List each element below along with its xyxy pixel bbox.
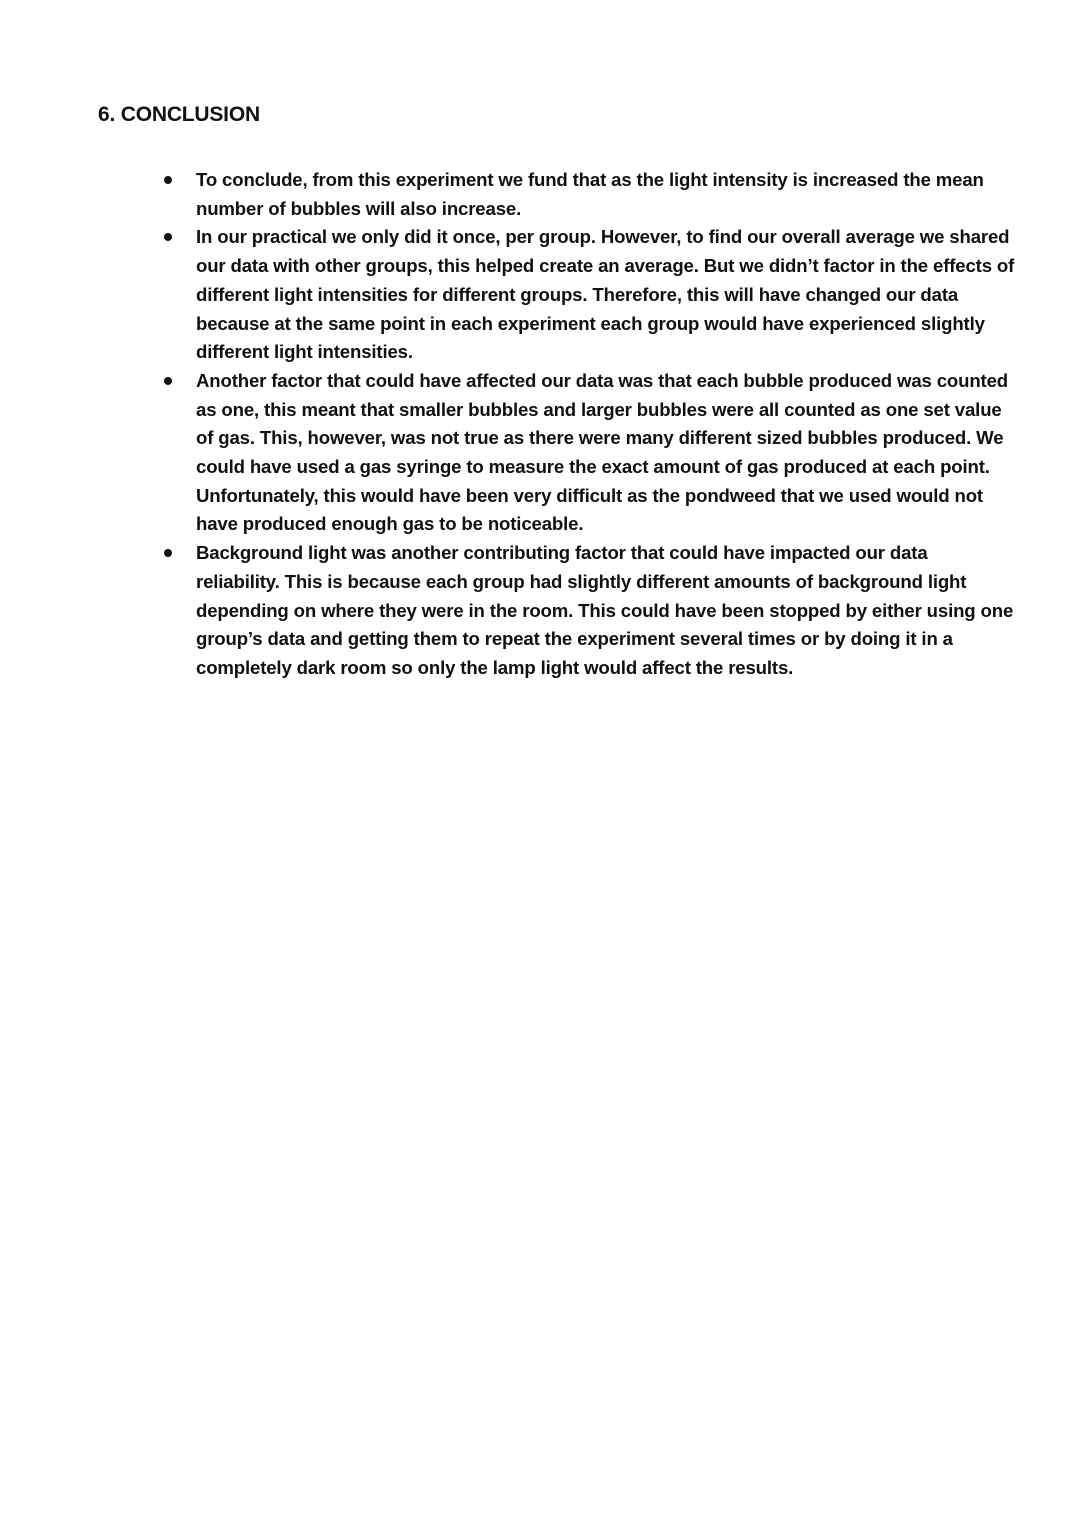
bullet-dot-icon xyxy=(164,549,172,557)
conclusion-bullet-list xyxy=(0,166,1080,683)
bullet-dot-icon xyxy=(164,176,172,184)
bullet-item xyxy=(0,539,1016,683)
bullet-text: Another factor that could have affected our data was that each bubble produced was counted as one, this meant that smaller bubbles and larger bubbles were all counted as one set value of gas. This, however, was not true as there were many different sized bubbles produced. We could have used a gas syringe to measure the exact amount of gas produced at each point. Unfortunately, this would have been very difficult as the pondweed that we used would not have produced enough gas to be noticeable. xyxy=(196,369,1008,535)
bullet-item xyxy=(0,223,1016,367)
bullet-item xyxy=(0,166,1016,223)
bullet-item xyxy=(0,367,1016,539)
bullet-text: In our practical we only did it once, per group. However, to find our overall average we shared our data with other groups, this helped create an average. But we didn’t factor in the effects of different light intensities for different groups. Therefore, this will have changed our data because at the same point in each experiment each group would have experienced slightly different light intensities. xyxy=(196,226,1015,363)
section-heading: 6. CONCLUSION xyxy=(98,103,260,126)
bullet-dot-icon xyxy=(164,377,172,385)
bullet-dot-icon xyxy=(164,233,172,241)
bullet-text: To conclude, from this experiment we fund that as the light intensity is increased the mean number of bubbles will also increase. xyxy=(196,169,984,219)
bullet-text: Background light was another contributing factor that could have impacted our data reliability. This is because each group had slightly different amounts of background light depending on where they were in the room. This could have been stopped by either using one group’s data and getting them to repeat the experiment several times or by doing it in a completely dark room so only the lamp light would affect the results. xyxy=(196,542,1014,678)
